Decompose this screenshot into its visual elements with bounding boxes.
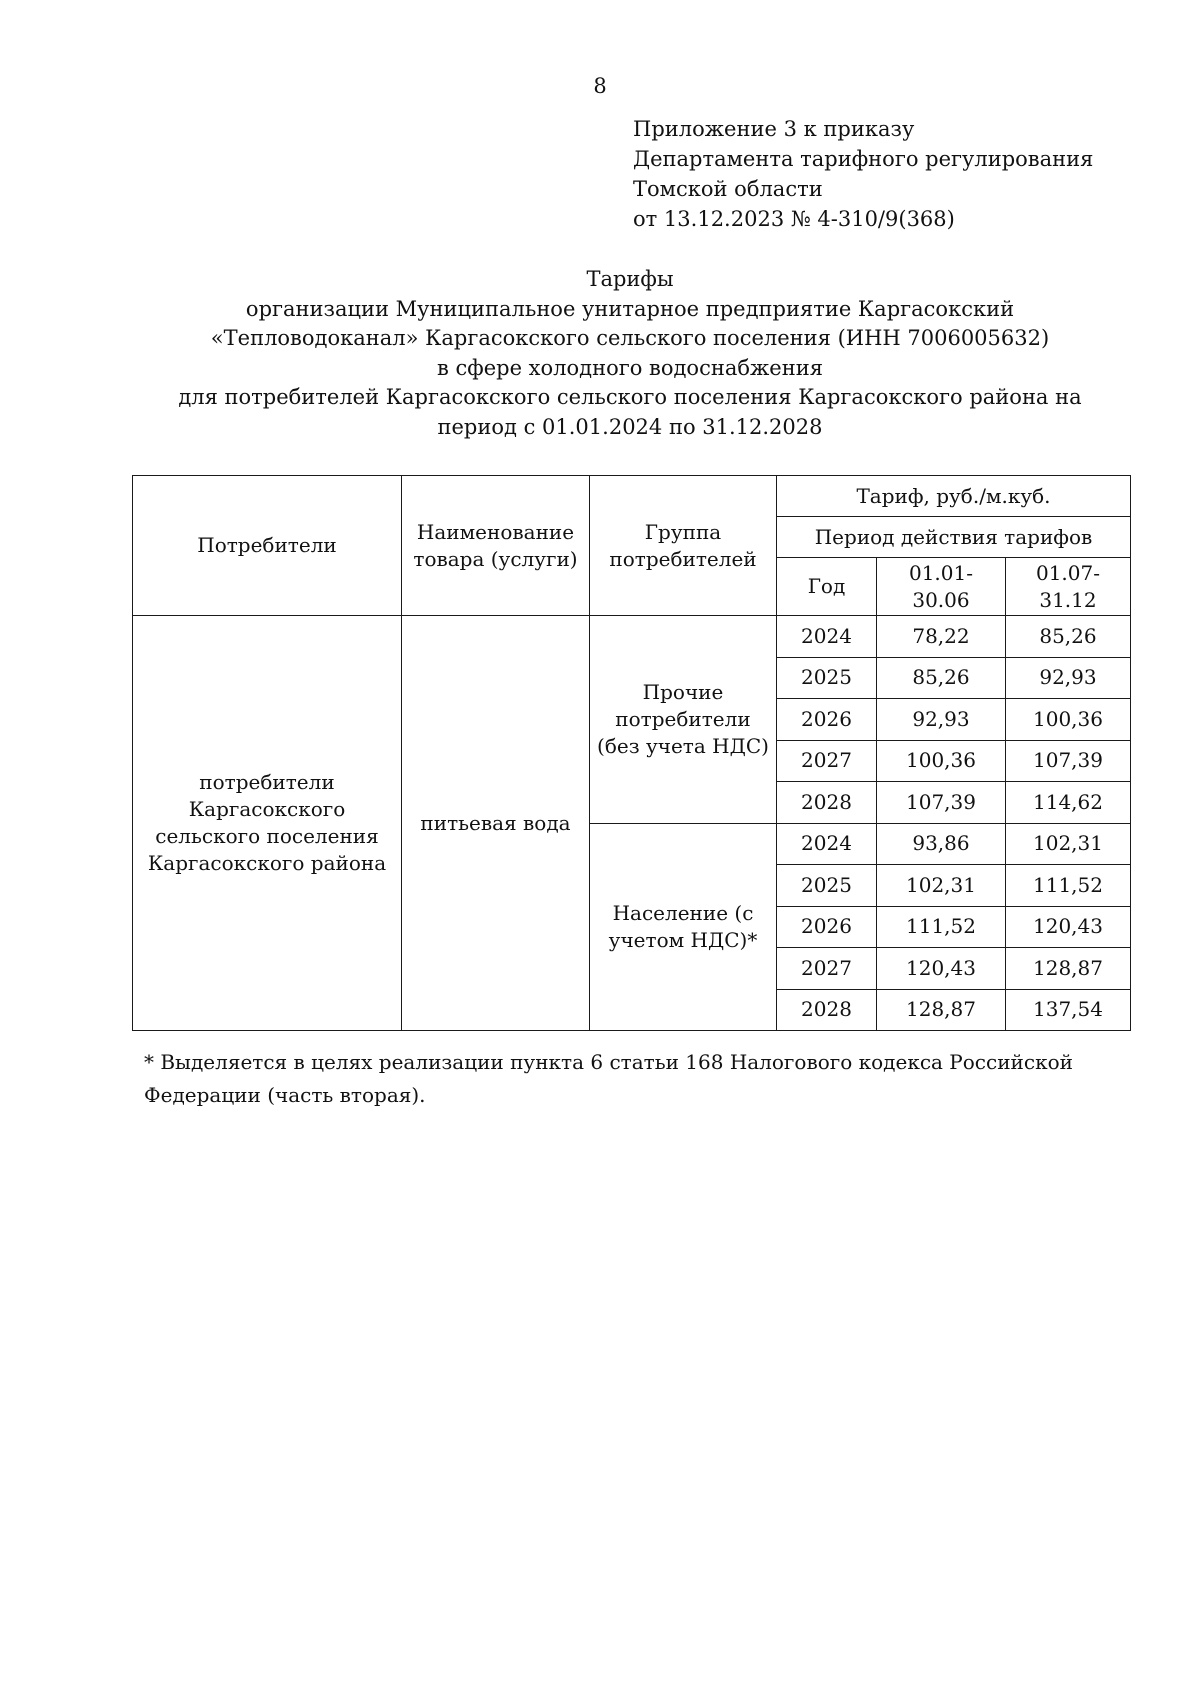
tariff-h2-cell: 111,52 <box>1006 865 1131 907</box>
title-line: период с 01.01.2024 по 31.12.2028 <box>437 414 823 439</box>
year-cell: 2024 <box>777 823 877 865</box>
appendix-line: Приложение 3 к приказу <box>633 117 915 141</box>
year-cell: 2025 <box>777 657 877 699</box>
header-half2: 01.07-31.12 <box>1006 558 1131 616</box>
document-title <box>130 265 1130 442</box>
year-cell: 2027 <box>777 740 877 782</box>
header-tariff: Тариф, руб./м.куб. <box>777 476 1131 517</box>
tariff-h1-cell: 128,87 <box>877 989 1006 1031</box>
tariff-h2-cell: 128,87 <box>1006 948 1131 990</box>
header-consumers: Потребители <box>133 476 402 616</box>
tariff-table <box>132 475 1131 1031</box>
title-line: для потребителей Каргасокского сельского поселения Каргасокского района на <box>178 385 1082 409</box>
year-cell: 2028 <box>777 989 877 1031</box>
header-product: Наименование товара (услуги) <box>402 476 590 616</box>
tariff-h1-cell: 93,86 <box>877 823 1006 865</box>
tariff-h2-cell: 102,31 <box>1006 823 1131 865</box>
tariff-h1-cell: 85,26 <box>877 657 1006 699</box>
tariff-h1-cell: 78,22 <box>877 616 1006 658</box>
tariff-h2-cell: 120,43 <box>1006 906 1131 948</box>
title-line: «Тепловодоканал» Каргасокского сельского поселения (ИНН 7006005632) <box>210 326 1050 350</box>
tariff-h2-cell: 137,54 <box>1006 989 1131 1031</box>
tariff-h1-cell: 102,31 <box>877 865 1006 907</box>
year-cell: 2024 <box>777 616 877 658</box>
appendix-line: Томской области <box>633 177 823 201</box>
tariff-h1-cell: 92,93 <box>877 699 1006 741</box>
tariff-h2-cell: 114,62 <box>1006 782 1131 824</box>
consumers-cell: потребители Каргасокского сельского поселения Каргасокского района <box>133 616 402 1031</box>
year-cell: 2028 <box>777 782 877 824</box>
footnote: * Выделяется в целях реализации пункта 6 статьи 168 Налогового кодекса Российской Федерации (часть вторая). <box>144 1050 1073 1107</box>
tariff-h2-cell: 85,26 <box>1006 616 1131 658</box>
tariff-h1-cell: 107,39 <box>877 782 1006 824</box>
table-row <box>133 616 1131 658</box>
appendix-reference <box>633 114 1093 234</box>
tariff-h2-cell: 92,93 <box>1006 657 1131 699</box>
appendix-line: от 13.12.2023 № 4-310/9(368) <box>633 207 955 231</box>
year-cell: 2026 <box>777 699 877 741</box>
header-half1: 01.01-30.06 <box>877 558 1006 616</box>
product-cell: питьевая вода <box>402 616 590 1031</box>
year-cell: 2027 <box>777 948 877 990</box>
header-period: Период действия тарифов <box>777 517 1131 558</box>
title-heading: Тарифы <box>586 267 674 291</box>
page-number: 8 <box>593 74 607 98</box>
year-cell: 2025 <box>777 865 877 907</box>
group-cell: Прочие потребители (без учета НДС) <box>590 616 777 824</box>
header-year: Год <box>777 558 877 616</box>
header-group: Группа потребителей <box>590 476 777 616</box>
tariff-h2-cell: 107,39 <box>1006 740 1131 782</box>
appendix-line: Департамента тарифного регулирования <box>633 147 1094 171</box>
tariff-h1-cell: 100,36 <box>877 740 1006 782</box>
year-cell: 2026 <box>777 906 877 948</box>
title-line: организации Муниципальное унитарное предприятие Каргасокский <box>245 296 1015 321</box>
tariff-h1-cell: 120,43 <box>877 948 1006 990</box>
tariff-h2-cell: 100,36 <box>1006 699 1131 741</box>
tariff-h1-cell: 111,52 <box>877 906 1006 948</box>
group-cell: Население (с учетом НДС)* <box>590 823 777 1031</box>
title-line: в сфере холодного водоснабжения <box>437 355 823 380</box>
